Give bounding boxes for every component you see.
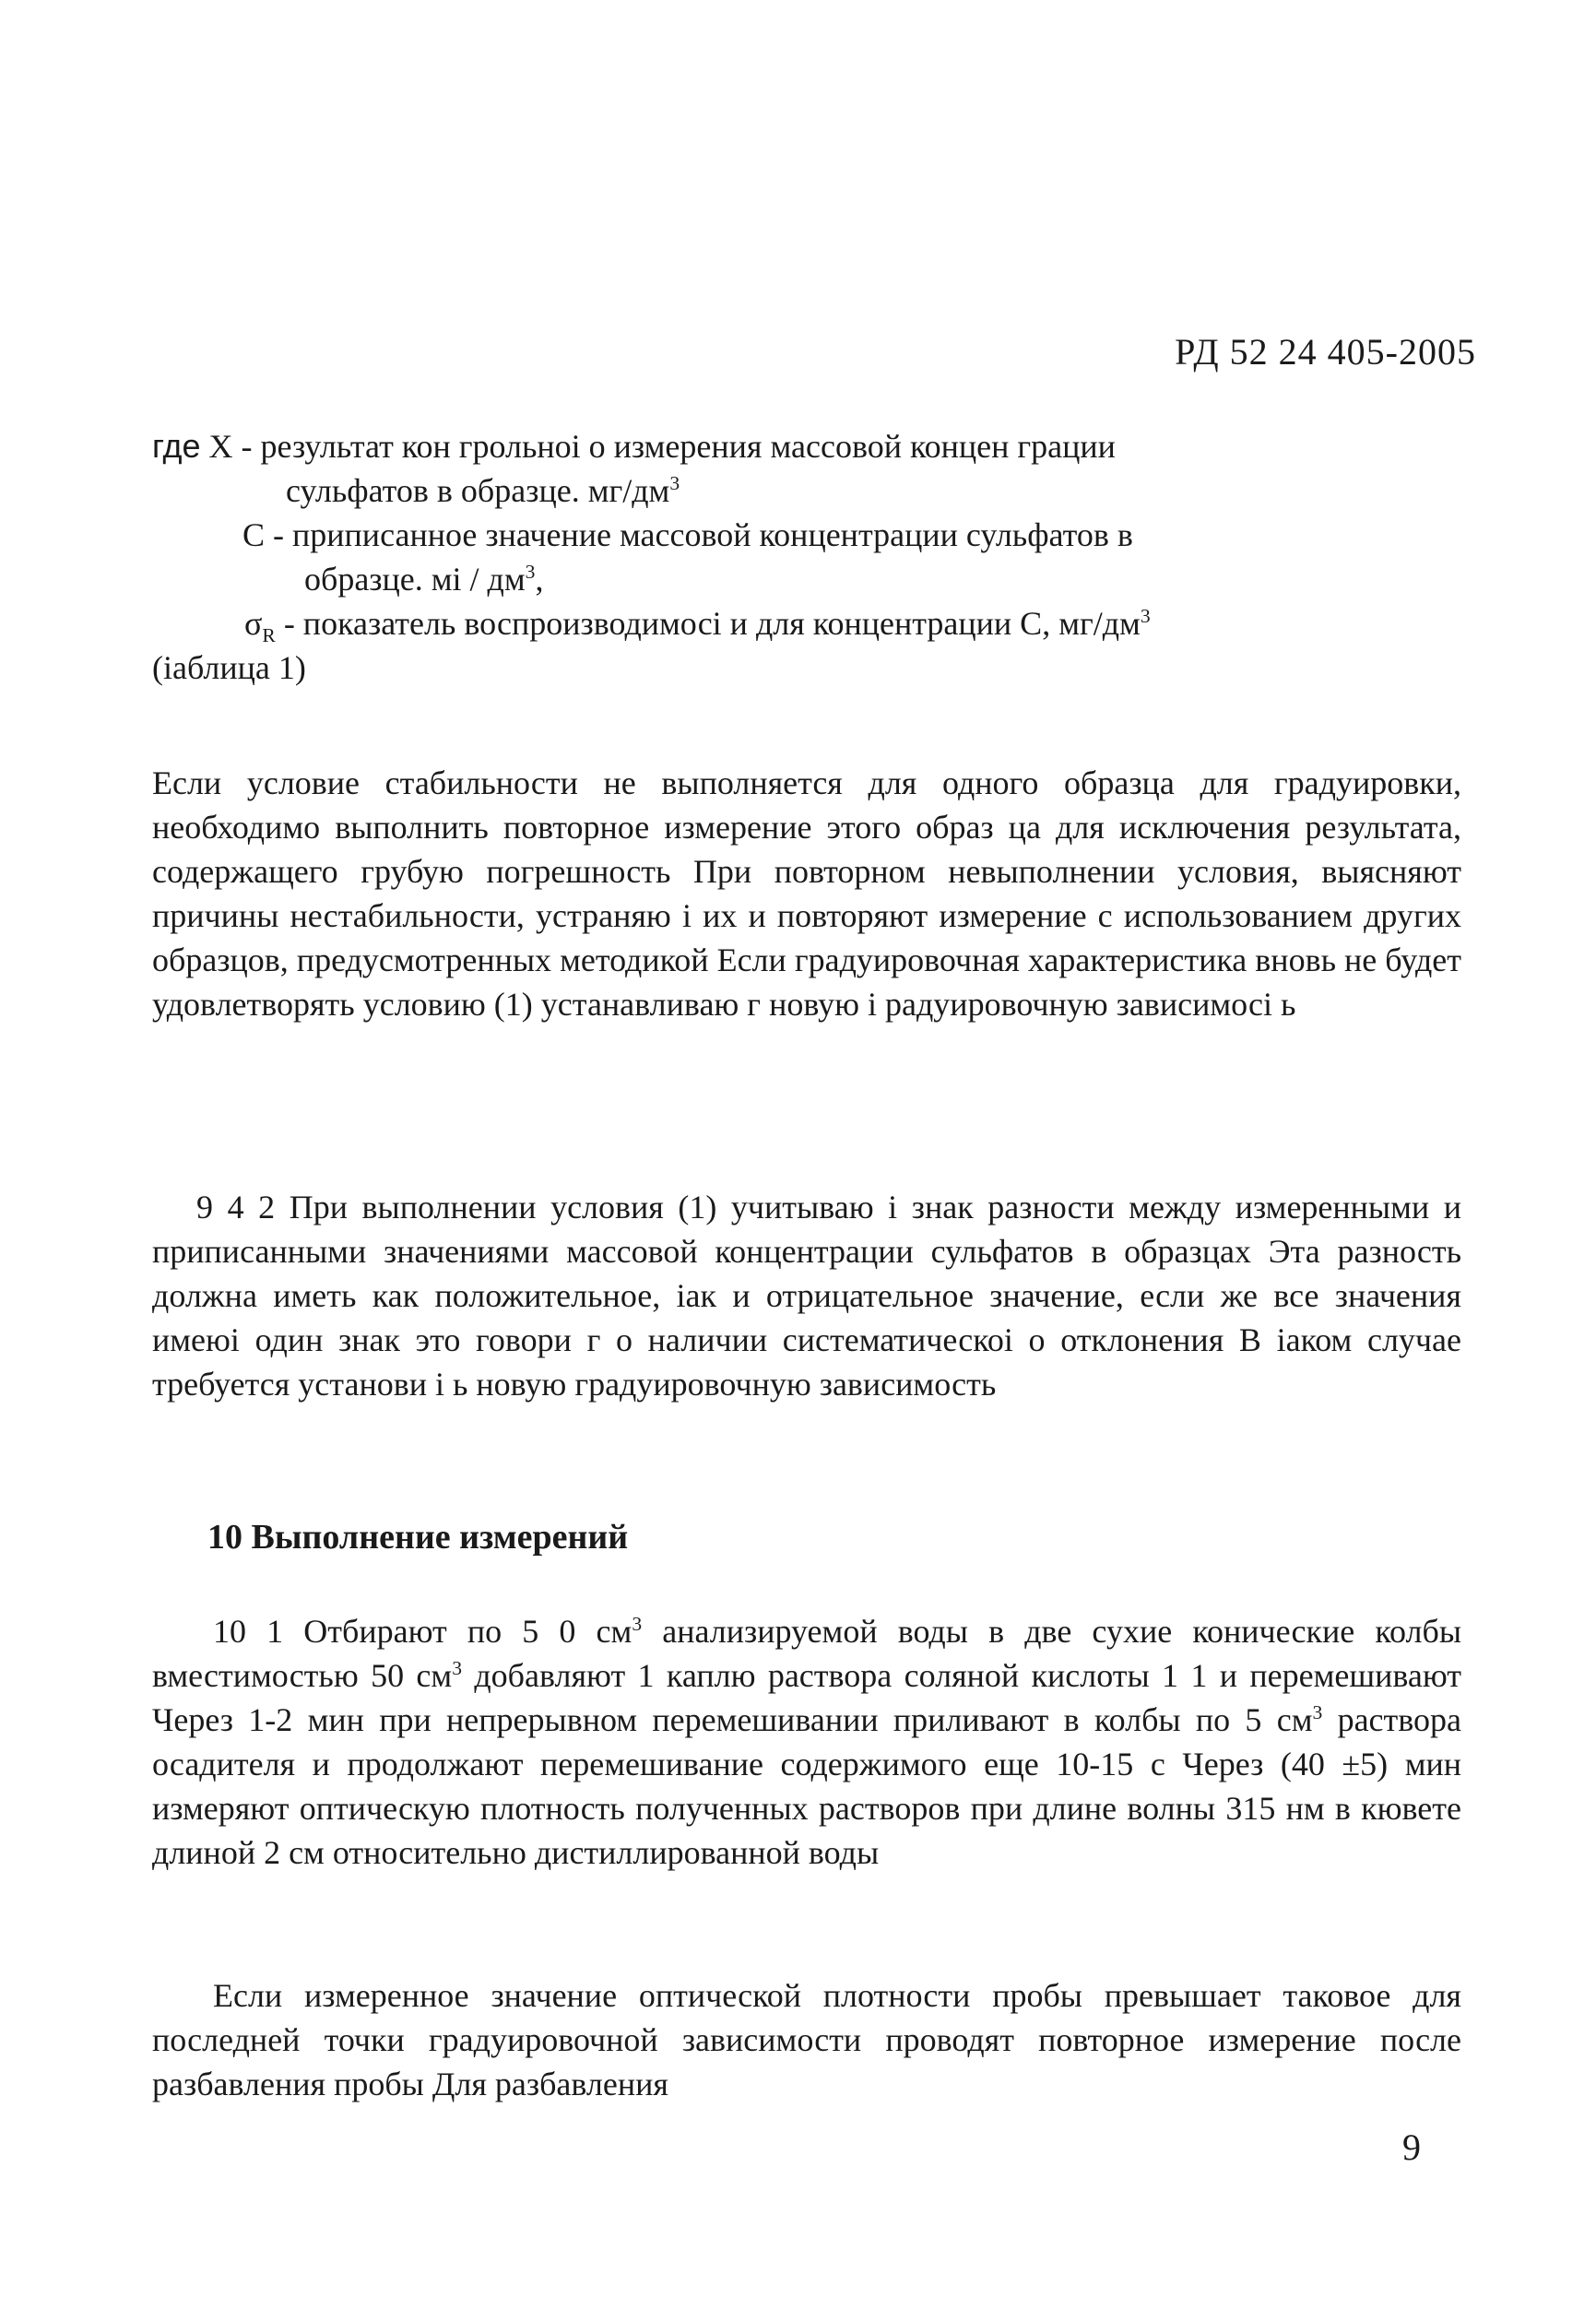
paragraph-9-4-2: 9 4 2 При выполнении условия (1) учитываю і знак разности между измеренными и приписанными значениями массовой концентрации сульфатов в образцах Эта разность должна иметь как положительное, іак и отрицательное значение, если же все значения имеюі один знак это говори г о наличии систематическоі о отклонения В іаком случае требуется установи і ь новую градуировочную зависимость	[152, 1189, 1461, 1403]
definition-x-continued	[152, 468, 1461, 513]
paragraph-stability: Если условие стабильности не выполняется для одного образца для градуировки, необходимо выполнить повторное измерение этого образ ца для исключения результата, содержащего грубую погрешность При повторном невыполнении условия, выясняют причины нестабильности, устраняю і их и повторяют измерение с использованием других образцов, предусмотренных методикой Если градуировочная характеристика вновь не будет удовлетворять условию (1) устанавливаю г новую і радуировочную зависимосі ь	[152, 764, 1461, 1023]
formula-definitions	[152, 424, 1461, 690]
definition-c-cont-text: образце. мі / дм	[304, 561, 526, 598]
definition-sigma-text: - показатель воспроизводимосі и для концентрации С, мг/дм	[275, 605, 1141, 642]
paragraph-dilution: Если измеренное значение оптической плотности пробы превышает таковое для последней точки градуировочной зависимости проводят повторное измерение после разбавления пробы Для разбавления	[152, 1977, 1461, 2102]
page-number: 9	[1402, 2126, 1421, 2168]
superscript: 3	[525, 561, 536, 583]
superscript: 3	[1140, 605, 1151, 627]
definition-c-continued	[152, 557, 1461, 601]
superscript: 3	[669, 472, 680, 494]
sigma-symbol: σ	[244, 605, 263, 642]
definition-sigma	[152, 601, 1461, 645]
paragraph-10-1	[152, 1609, 1461, 1875]
document-code: РД 52 24 405-2005	[1175, 331, 1476, 373]
definition-x-cont-text: сульфатов в образце. мг/дм	[286, 472, 670, 509]
definition-c-cont-tail: ,	[535, 561, 544, 598]
section-heading: 10 Выполнение измерений	[207, 1518, 629, 1557]
p3-part-c: добавляют 1 каплю раствора соляной кислоты 1 1 и перемешивают Через 1-2 мин при непрерывном перемешивании приливают в колбы по 5 см	[152, 1657, 1461, 1738]
where-label: где	[152, 427, 201, 465]
subscript: R	[262, 624, 276, 647]
superscript: 3	[632, 1613, 643, 1635]
table-reference: (іаблица 1)	[152, 649, 306, 686]
p3-part-a: 10 1 Отбирают по 5 0 см	[213, 1613, 632, 1650]
definition-x-text: X - результат кон грольноі о измерения массовой концен грации	[208, 428, 1116, 465]
definition-c	[152, 513, 1461, 557]
superscript: 3	[452, 1657, 462, 1679]
p3-part-b: анализируемой воды в две сухие конические колбы вместимостью 50 см	[152, 1613, 1462, 1694]
definition-x	[152, 424, 1461, 468]
definition-c-text: С - приписанное значение массовой концентрации сульфатов в	[242, 516, 1133, 553]
p3-part-d: раствора осадителя и продолжают перемешивание содержимого еще 10-15 с Через (40 ±5) мин измеряют оптическую плотность полученных растворов при длине волны 315 нм в кювете длиной 2 см относительно дистиллированной воды	[152, 1701, 1461, 1871]
superscript: 3	[1312, 1701, 1323, 1723]
